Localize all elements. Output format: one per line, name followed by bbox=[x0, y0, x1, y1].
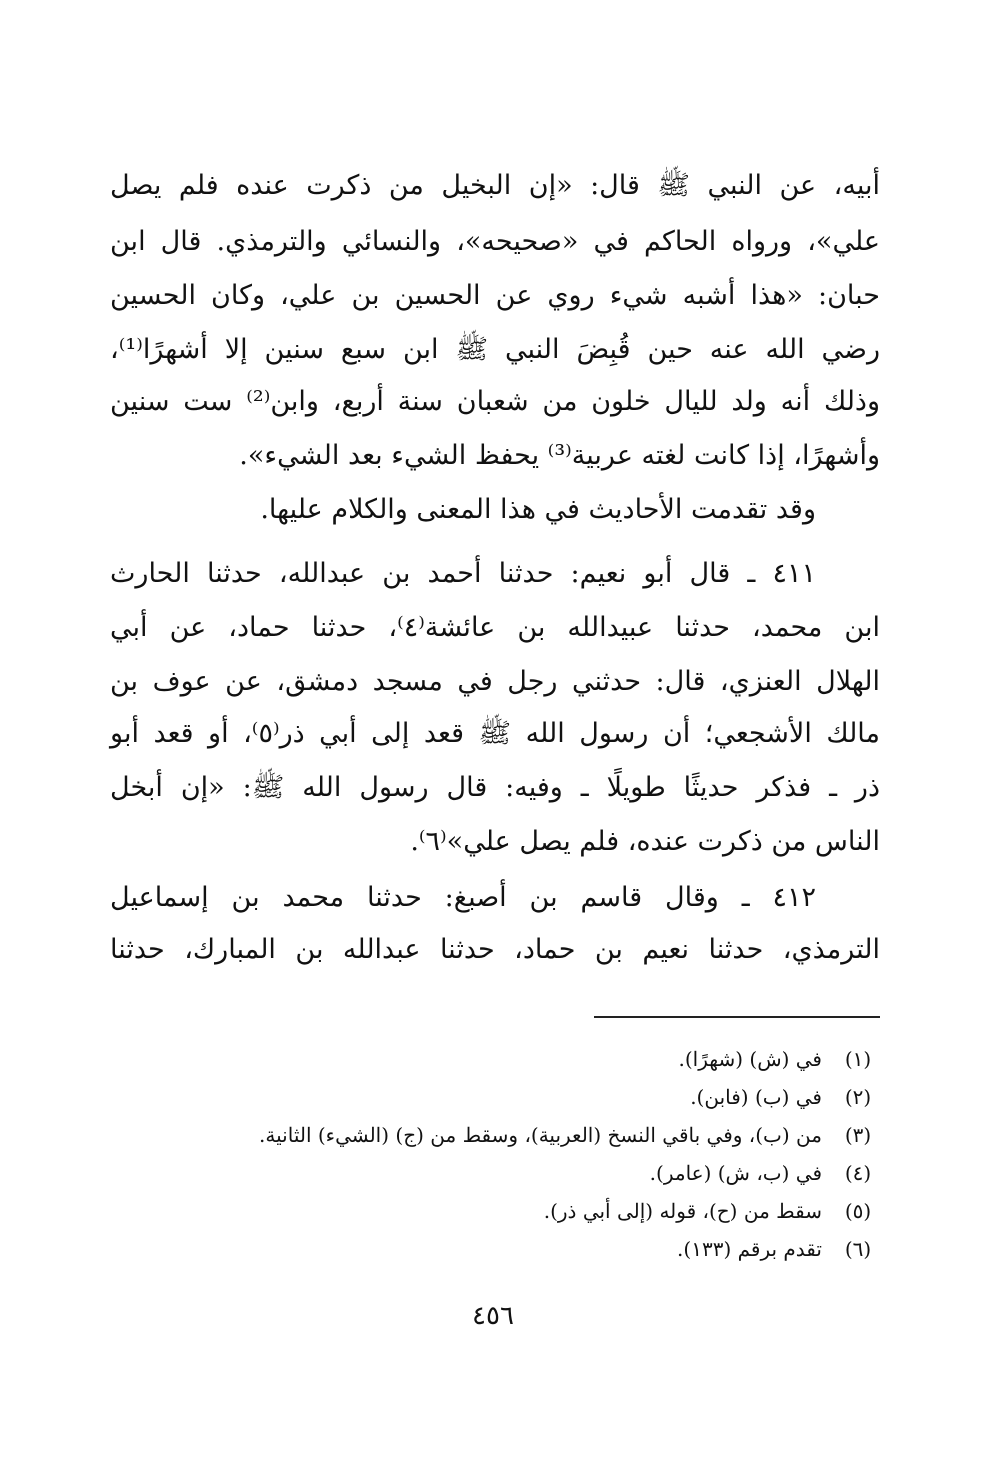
hadith-411-line: ٤١١ ـ قال أبو نعيم: حدثنا أحمد بن عبدالله، حدثنا الحارث bbox=[110, 558, 816, 589]
page-number: ٤٥٦ bbox=[472, 1301, 514, 1331]
body-line: الترمذي، حدثنا نعيم بن حماد، حدثنا عبدالله بن المبارك، حدثنا bbox=[110, 934, 880, 965]
body-line: علي»، ورواه الحاكم في «صحيحه»، والنسائي والترمذي. قال ابن bbox=[110, 226, 880, 257]
footnote-item bbox=[544, 1192, 880, 1230]
footnote-separator bbox=[594, 1016, 880, 1018]
footnote-text: في (ش) (شهرًا). bbox=[678, 1047, 822, 1071]
footnote-text: في (ب) (فابن). bbox=[690, 1085, 822, 1109]
body-line: رضي الله عنه حين قُبِضَ النبي ﷺ ابن سبع سنين إلا أشهرًا⁽¹⁾، bbox=[110, 334, 880, 365]
footnote-number: (٣) bbox=[844, 1123, 872, 1147]
body-line: وأشهرًا، إذا كانت لغته عربية⁽³⁾ يحفظ الشيء بعد الشيء». bbox=[239, 440, 880, 471]
footnote-text: في (ب، ش) (عامر). bbox=[649, 1161, 822, 1185]
footnote-item bbox=[259, 1116, 880, 1154]
footnote-item bbox=[690, 1078, 880, 1116]
body-line: حبان: «هذا أشبه شيء روي عن الحسين بن علي، وكان الحسين bbox=[110, 280, 880, 311]
footnote-item bbox=[650, 1154, 880, 1192]
footnote-number: (٤) bbox=[844, 1161, 872, 1185]
footnote-item bbox=[679, 1040, 881, 1078]
footnote-number: (٦) bbox=[844, 1237, 872, 1261]
body-line: الهلال العنزي، قال: حدثني رجل في مسجد دمشق، عن عوف بن bbox=[110, 666, 880, 697]
footnote-number: (١) bbox=[844, 1047, 872, 1071]
footnote-number: (٥) bbox=[844, 1199, 872, 1223]
body-line: ابن محمد، حدثنا عبيدالله بن عائشة⁽٤⁾، حدثنا حماد، عن أبي bbox=[110, 612, 880, 643]
body-line: وذلك أنه ولد لليال خلون من شعبان سنة أربع، وابن⁽²⁾ ست سنين bbox=[110, 386, 880, 417]
body-line: الناس من ذكرت عنده، فلم يصل علي»⁽٦⁾. bbox=[410, 826, 880, 857]
footnote-number: (٢) bbox=[844, 1085, 872, 1109]
hadith-412-line: ٤١٢ ـ وقال قاسم بن أصبغ: حدثنا محمد بن إسماعيل bbox=[110, 882, 816, 913]
body-line: مالك الأشجعي؛ أن رسول الله ﷺ قعد إلى أبي ذر⁽٥⁾، أو قعد أبو bbox=[110, 718, 880, 749]
footnote-text: سقط من (ح)، قوله (إلى أبي ذر). bbox=[543, 1199, 822, 1223]
footnote-item bbox=[677, 1230, 880, 1268]
footnote-text: من (ب)، وفي باقي النسخ (العربية)، وسقط من (ج) (الشيء) الثانية. bbox=[259, 1123, 822, 1147]
body-line: ذر ـ فذكر حديثًا طويلًا ـ وفيه: قال رسول الله ﷺ: «إن أبخل bbox=[110, 772, 880, 803]
body-line: أبيه، عن النبي ﷺ قال: «إن البخيل من ذكرت عنده فلم يصل bbox=[110, 170, 880, 201]
body-line: وقد تقدمت الأحاديث في هذا المعنى والكلام عليها. bbox=[260, 494, 816, 525]
footnote-text: تقدم برقم (١٣٣). bbox=[677, 1237, 822, 1261]
